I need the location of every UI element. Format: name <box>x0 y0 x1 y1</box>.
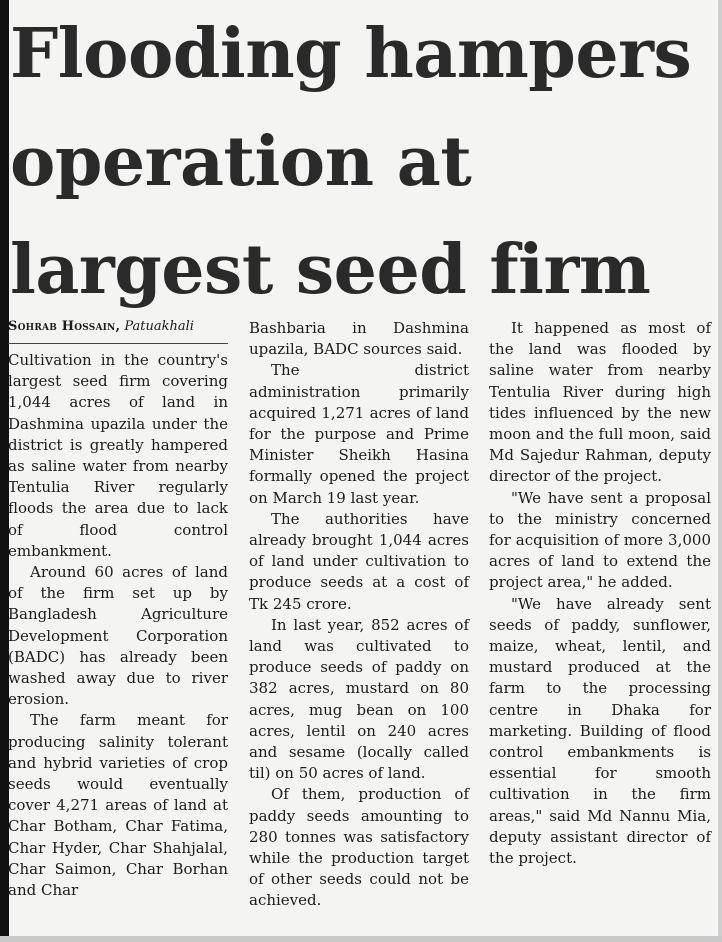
article-paragraph: In last year, 852 acres of land was cultivated to produce seeds of paddy on 382 acres, mustard on 80 acres, mug bean on 100 acres, lentil on 240 acres and sesame (locally called til) on 50 acres of land. <box>249 615 469 783</box>
article-paragraph: Of them, production of paddy seeds amounting to 280 tonnes was satisfactory while the production target of other seeds could not be achieved. <box>249 785 469 910</box>
article-column-3 <box>489 318 711 869</box>
headline-line-1: Flooding hampers <box>10 14 692 94</box>
article-column-1 <box>8 318 228 901</box>
byline <box>8 318 228 344</box>
byline-location: Patuakhali <box>124 319 194 334</box>
byline-author: Sohrab Hossain, <box>8 319 121 334</box>
page-bottom-border <box>0 936 722 942</box>
article-paragraph: It happened as most of the land was flooded by saline water from nearby Tentulia River during high tides influenced by the new moon and the full moon, said Md Sajedur Rahman, deputy director of the project. <box>489 319 711 486</box>
headline-line-3: largest seed firm <box>10 230 651 310</box>
article-paragraph: Bashbaria in Dashmina upazila, BADC sources said. <box>249 319 469 359</box>
article-paragraph: The authorities have already brought 1,044 acres of land under cultivation to produce seeds at a cost of Tk 245 crore. <box>249 509 469 613</box>
article-column-2 <box>249 318 469 912</box>
article-paragraph: "We have sent a proposal to the ministry concerned for acquisition of more 3,000 acres of land to extend the project area," he added. <box>489 488 711 592</box>
article-paragraph: Around 60 acres of land of the firm set up by Bangladesh Agriculture Development Corporation (BADC) has already been washed away due to river erosion. <box>8 563 228 709</box>
article-paragraph: "We have already sent seeds of paddy, sunflower, maize, wheat, lentil, and mustard produced at the farm to the processing centre in Dhaka for marketing. Building of flood control embankments is essential for smooth cultivation in the firm areas," said Md Nannu Mia, deputy assistant director of the project. <box>489 594 711 868</box>
article-paragraph: The district administration primarily acquired 1,271 acres of land for the purpose and Prime Minister Sheikh Hasina formally opened the project on March 19 last year. <box>249 361 469 507</box>
article-paragraph: The farm meant for producing salinity tolerant and hybrid varieties of crop seeds would eventually cover 4,271 areas of land at Char Botham, Char Fatima, Char Hyder, Char Shahjalal, Char Saimon, Char Borhan and Char <box>8 711 228 900</box>
article-headline <box>10 0 720 324</box>
article-paragraph: Cultivation in the country's largest seed firm covering 1,044 acres of land in Dashmina upazila under the district is greatly hampered as saline water from nearby Tentulia River regularly floods the area due to lack of flood control embankment. <box>8 351 228 560</box>
headline-line-2: operation at <box>10 122 472 202</box>
